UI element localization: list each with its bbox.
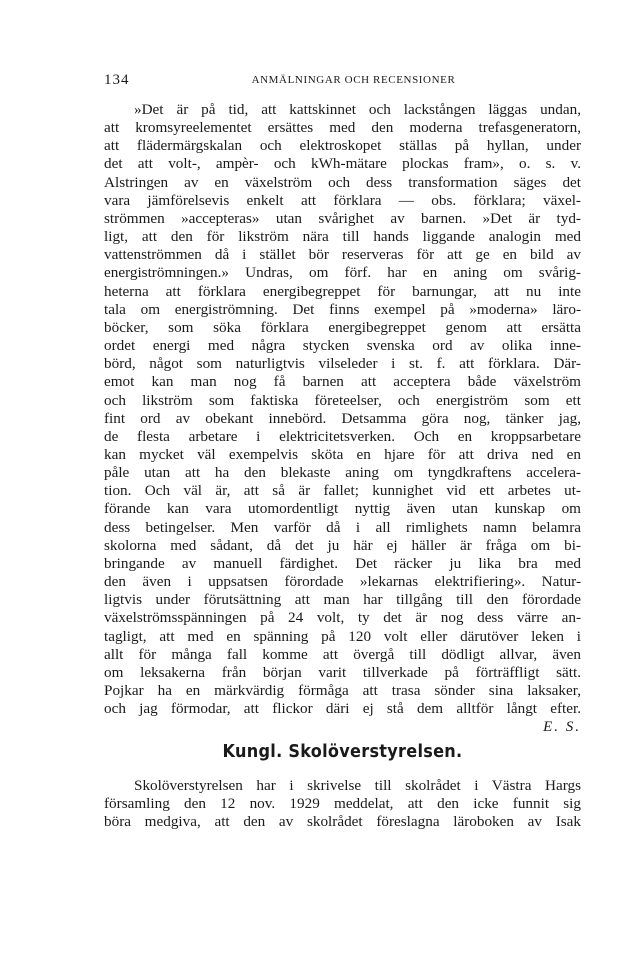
section-paragraph bbox=[104, 777, 581, 831]
text-line: dess betingelser. Men varför då i all rimlighets namn belamra bbox=[104, 518, 581, 536]
text-line: bringande av manuell färdighet. Det räcker ju lika bra med bbox=[104, 554, 581, 572]
text-line: böra medgiva, att den av skolrådet föreslagna läroboken av Isak bbox=[104, 813, 581, 831]
text-line: den även i uppsatsen förordade »lekarnas elektrifiering». Natur- bbox=[104, 573, 581, 591]
text-line: tagligt, att med en spänning på 120 volt eller därutöver leken i bbox=[104, 627, 581, 645]
text-line: börd, något som naturligtvis vilseleder i st. f. att förklara. Där- bbox=[104, 355, 581, 373]
text-line: Alstringen av en växelström och dess transformation säges det bbox=[104, 173, 581, 191]
text-line: att kromsyreelementet ersättes med den moderna trefasgeneratorn, bbox=[104, 119, 581, 137]
text-line: ligtvis under förutsättning att man har tillgång till den förordade bbox=[104, 591, 581, 609]
text-line: »Det är på tid, att kattskinnet och lackstången läggas undan, bbox=[134, 101, 581, 118]
text-line: allt för många fall komme att övergå till dödligt allvar, även bbox=[104, 645, 581, 663]
text-line: att flädermärgskalan och elektroskopet ställas på hyllan, under bbox=[104, 137, 581, 155]
text-line: de flesta arbetare i elektricitetsverken. Och en kroppsarbetare bbox=[104, 427, 581, 445]
text-line: emot kan man nog få barnen att acceptera både växelström bbox=[104, 373, 581, 391]
text-line: Skolöverstyrelsen har i skrivelse till skolrådet i Västra Hargs bbox=[134, 777, 581, 794]
text-line: om leksakerna från början varit tillverkade på förträffligt sätt. bbox=[104, 663, 581, 681]
text-line: heterna att förklara energibegreppet för barnungar, att nu inte bbox=[104, 282, 581, 300]
text-line: Pojkar ha en märkvärdig förmåga att trasa sönder sina laksaker, bbox=[104, 682, 581, 699]
text-line: ligt, att den för likström nära till hands liggande analogin med bbox=[104, 228, 581, 246]
text-line: tala om energiströmning. Det finns exempel på »moderna» läro- bbox=[104, 300, 581, 318]
page-number: 134 bbox=[104, 72, 130, 88]
text-line: skolorna med sådant, då det ju här ej häller är fråga om bi- bbox=[104, 536, 581, 554]
text-line: och jag förmodar, att flickor däri ej stå dem alltför långt efter. bbox=[104, 700, 581, 718]
running-head: ANMÄLNINGAR OCH RECENSIONER bbox=[251, 74, 456, 86]
text-line: tion. Och väl är, att så är fallet; kunnighet vid ett arbetes ut- bbox=[104, 482, 581, 500]
text-line: energiströmningen.» Undras, om förf. har en aning om svårig- bbox=[104, 264, 581, 282]
text-line: böcker, som söka förklara energibegreppet genom att ersätta bbox=[104, 318, 581, 336]
text-line: vara jämförelsevis enkelt att förklara — obs. förklara; växel- bbox=[104, 191, 581, 209]
section-heading: Kungl. Skolöverstyrelsen. bbox=[222, 742, 463, 762]
text-line: kan mycket väl exempelvis sköta en hjare för att driva ned en bbox=[104, 445, 581, 463]
text-line: fint ord av obekant innebörd. Detsamma göra nog, tänker jag, bbox=[104, 409, 581, 427]
review-signature: E. S. bbox=[543, 719, 581, 735]
text-line: och likström som faktiska företeelser, och energiström som ett bbox=[104, 391, 581, 409]
text-line: strömmen »accepteras» utan svårighet av barnen. »Det är tyd- bbox=[104, 209, 581, 227]
text-line: förande kan vara utomordentligt nyttig även utan kunskap om bbox=[104, 500, 581, 518]
text-line: påle utan att ha den blekaste aning om tyngdkraftens accelera- bbox=[104, 464, 581, 482]
review-paragraph bbox=[104, 101, 581, 718]
review-body bbox=[104, 101, 581, 718]
section-body bbox=[104, 777, 581, 831]
text-line: det att volt-, ampèr- och kWh-mätare plockas fram», o. s. v. bbox=[104, 155, 581, 173]
text-line: vattenströmmen då i stället bör reserveras för att ge en bild av bbox=[104, 246, 581, 264]
text-line: församling den 12 nov. 1929 meddelat, att den icke funnit sig bbox=[104, 795, 581, 813]
page-header bbox=[104, 72, 581, 92]
text-line: växelströmsspänningen på 24 volt, ty det är nog dess värre an- bbox=[104, 609, 581, 627]
text-line: ordet energi med några stycken svenska ord av olika inne- bbox=[104, 337, 581, 355]
